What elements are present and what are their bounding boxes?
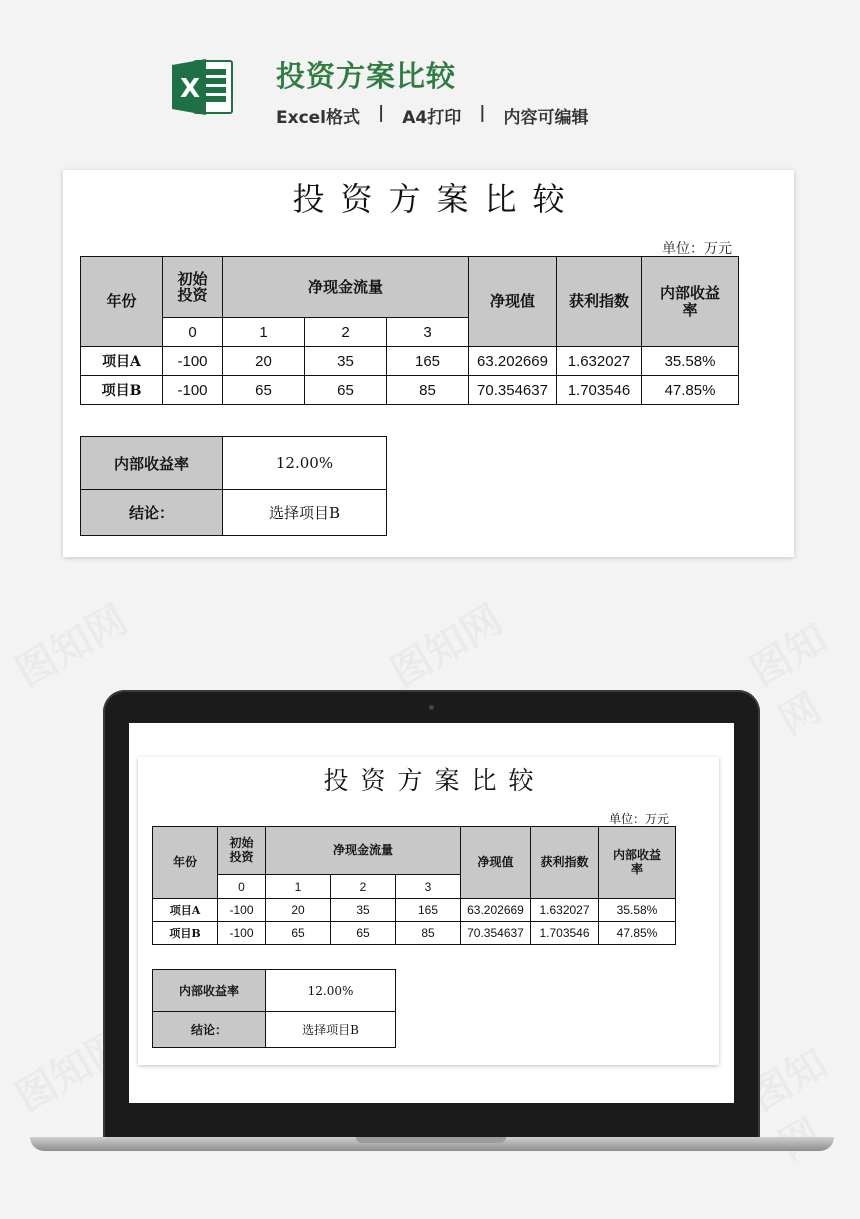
excel-icon bbox=[172, 57, 234, 117]
header-npv: 净现值 bbox=[461, 827, 531, 899]
period-1: 1 bbox=[266, 875, 331, 899]
spreadsheet-preview bbox=[63, 170, 794, 557]
cell: -100 bbox=[218, 922, 266, 945]
cell: 1.703546 bbox=[531, 922, 599, 945]
row-name: 项目A bbox=[81, 347, 163, 376]
conclusion-value: 选择项目B bbox=[266, 1012, 396, 1048]
cell: -100 bbox=[163, 347, 223, 376]
header-npv: 净现值 bbox=[469, 257, 557, 347]
watermark bbox=[4, 589, 136, 698]
row-name: 项目A bbox=[153, 899, 218, 922]
table-row bbox=[153, 899, 676, 922]
irr-value: 12.00% bbox=[266, 970, 396, 1012]
cell: 1.632027 bbox=[531, 899, 599, 922]
cell: -100 bbox=[218, 899, 266, 922]
row-name: 项目B bbox=[81, 376, 163, 405]
cell: 35.58% bbox=[642, 347, 739, 376]
header-initial: 初始投资 bbox=[218, 827, 266, 875]
period-2: 2 bbox=[305, 318, 387, 347]
unit-label: 单位：万元 bbox=[608, 812, 669, 826]
table-row bbox=[81, 376, 739, 405]
irr-value: 12.00% bbox=[223, 437, 387, 490]
table-row bbox=[153, 922, 676, 945]
irr-label: 内部收益率 bbox=[81, 437, 223, 490]
comparison-table bbox=[80, 256, 739, 405]
cell: 1.703546 bbox=[557, 376, 642, 405]
tag-editable: 内容可编辑 bbox=[503, 108, 589, 128]
cell: 70.354637 bbox=[469, 376, 557, 405]
cell: 35.58% bbox=[599, 899, 676, 922]
cell: -100 bbox=[163, 376, 223, 405]
cell: 47.85% bbox=[599, 922, 676, 945]
comparison-table bbox=[152, 826, 676, 945]
header-pi: 获利指数 bbox=[531, 827, 599, 899]
header-year: 年份 bbox=[81, 257, 163, 347]
cell: 1.632027 bbox=[557, 347, 642, 376]
cell: 35 bbox=[331, 899, 396, 922]
result-table bbox=[152, 969, 396, 1048]
cell: 85 bbox=[387, 376, 469, 405]
tag-print: A4打印 bbox=[402, 108, 462, 128]
period-0: 0 bbox=[163, 318, 223, 347]
period-1: 1 bbox=[223, 318, 305, 347]
camera-icon bbox=[429, 705, 434, 710]
sheet-title: 投资方案比较 bbox=[292, 180, 581, 218]
cell: 65 bbox=[266, 922, 331, 945]
sheet-title: 投资方案比较 bbox=[323, 766, 546, 795]
tag-separator: | bbox=[479, 103, 486, 123]
irr-label: 内部收益率 bbox=[153, 970, 266, 1012]
cell: 20 bbox=[266, 899, 331, 922]
cell: 63.202669 bbox=[461, 899, 531, 922]
header-cashflow: 净现金流量 bbox=[266, 827, 461, 875]
header-pi: 获利指数 bbox=[557, 257, 642, 347]
cell: 65 bbox=[305, 376, 387, 405]
period-0: 0 bbox=[218, 875, 266, 899]
period-3: 3 bbox=[387, 318, 469, 347]
table-row bbox=[81, 347, 739, 376]
header-irr: 内部收益率 bbox=[642, 257, 739, 347]
cell: 165 bbox=[387, 347, 469, 376]
cell: 70.354637 bbox=[461, 922, 531, 945]
tag-separator: | bbox=[378, 103, 385, 123]
laptop-notch bbox=[356, 1137, 506, 1143]
header-cashflow: 净现金流量 bbox=[223, 257, 469, 318]
cell: 165 bbox=[396, 899, 461, 922]
cell: 63.202669 bbox=[469, 347, 557, 376]
conclusion-value: 选择项目B bbox=[223, 490, 387, 536]
result-table bbox=[80, 436, 387, 536]
cell: 65 bbox=[223, 376, 305, 405]
tag-list bbox=[276, 103, 588, 128]
row-name: 项目B bbox=[153, 922, 218, 945]
header-irr: 内部收益率 bbox=[599, 827, 676, 899]
cell: 20 bbox=[223, 347, 305, 376]
watermark bbox=[379, 589, 511, 698]
cell: 35 bbox=[305, 347, 387, 376]
period-2: 2 bbox=[331, 875, 396, 899]
cell: 47.85% bbox=[642, 376, 739, 405]
tag-format: Excel格式 bbox=[276, 108, 361, 128]
header-year: 年份 bbox=[153, 827, 218, 899]
svg-text:X: X bbox=[180, 74, 201, 104]
cell: 85 bbox=[396, 922, 461, 945]
period-3: 3 bbox=[396, 875, 461, 899]
header-initial: 初始投资 bbox=[163, 257, 223, 318]
conclusion-label: 结论： bbox=[81, 490, 223, 536]
cell: 65 bbox=[331, 922, 396, 945]
spreadsheet-preview-small bbox=[138, 757, 719, 1065]
unit-label: 单位：万元 bbox=[662, 241, 732, 257]
conclusion-label: 结论： bbox=[153, 1012, 266, 1048]
page-title: 投资方案比较 bbox=[276, 59, 457, 93]
